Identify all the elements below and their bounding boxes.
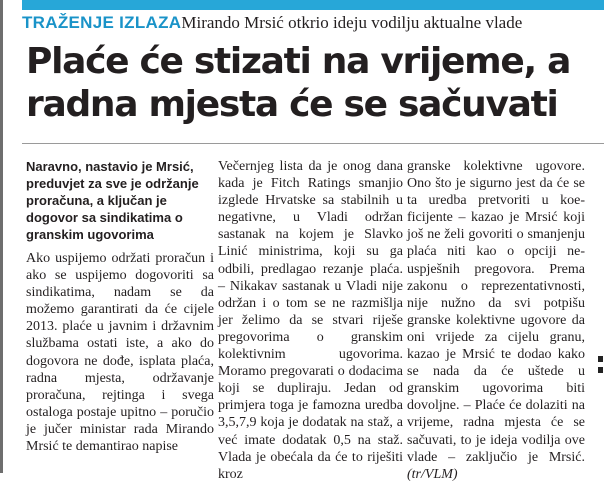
kicker-subtitle: Mirando Mrsić otkrio ideju vodilju aktualne vlade [181, 13, 523, 32]
kicker-line [22, 11, 522, 35]
body-column-3 [407, 158, 585, 483]
headline-rule [22, 143, 604, 144]
headline-line-1: Plaće će stizati na vrijeme, a [26, 41, 571, 82]
headline-line-2: radna mjesta će se sačuvati [26, 84, 558, 125]
section-color-bar [22, 0, 604, 10]
article-headline [26, 40, 606, 126]
margin-registration-marks [598, 356, 604, 386]
body-column-1: Ako uspijemo održati proračun i ako se uspijemo dogovoriti sa sindikatima, nadam se da možemo garantirati da će cijele 2013. plaće u javnim i državnim službama ostati iste, a ako do dogovora ne dođe, isplata plaća, radna mjesta, održavanje proračuna, rejtinga i svega ostaloga postaje upitno – poručio je jučer ministar rada Mirando Mrsić te demantirao napise [26, 251, 214, 455]
section-kicker: TRAŽENJE IZLAZA [22, 13, 182, 32]
article-lead: Naravno, nastavio je Mrsić, preduvjet za sve je održanje proračuna, a ključan je dogovor sa sindikatima o granskim ugovorima [26, 159, 199, 242]
page-edge-shadow [0, 0, 3, 473]
article-byline: (tr/VLM) [407, 466, 458, 482]
body-column-3-text: granske kolektivne ugovore. Ono što je sigurno jest da će se ta uredba pretvoriti u koeficijente – kazao je Mrsić koji još ne želi govoriti o smanjenju plaća niti kao o opciji neuspješnih pregovora. Prema zakonu o reprezentativnosti, nije nužno da svi potpišu granske kolektivne ugovore da oni vrijede za cijelu granu, kazao je Mrsić te dodao kako se nada da će uštede u granskim ugovorima biti dovoljne. – Plaće će dolaziti na vrijeme, radna mjesta će se sačuvati, to je ideja vodilja ove vlade – zaključio je Mrsić. [407, 159, 585, 465]
body-column-2: Večernjeg lista da je onog dana kada je Fitch Ratings smanjio izglede Hrvatske sa stabilnih u negativne, u Vladi održan sastanak na kojem je Slavko Linić ministrima, koji su ga odbili, predlagao rezanje plaća. – Nikakav sastanak u Vladi nije održan i o tom se ne razmišlja jer želimo da se stvari riješe pregovorima o granskim kolektivnim ugovorima. Moramo pregovarati o dodacima koji se dupliraju. Jedan od primjera toga je famozna uredba 3,5,7,9 koja je dodatak na staž, a već imate dodatak 0,5 na staž. Vlada je obećala da će to riješiti kroz [218, 159, 403, 482]
